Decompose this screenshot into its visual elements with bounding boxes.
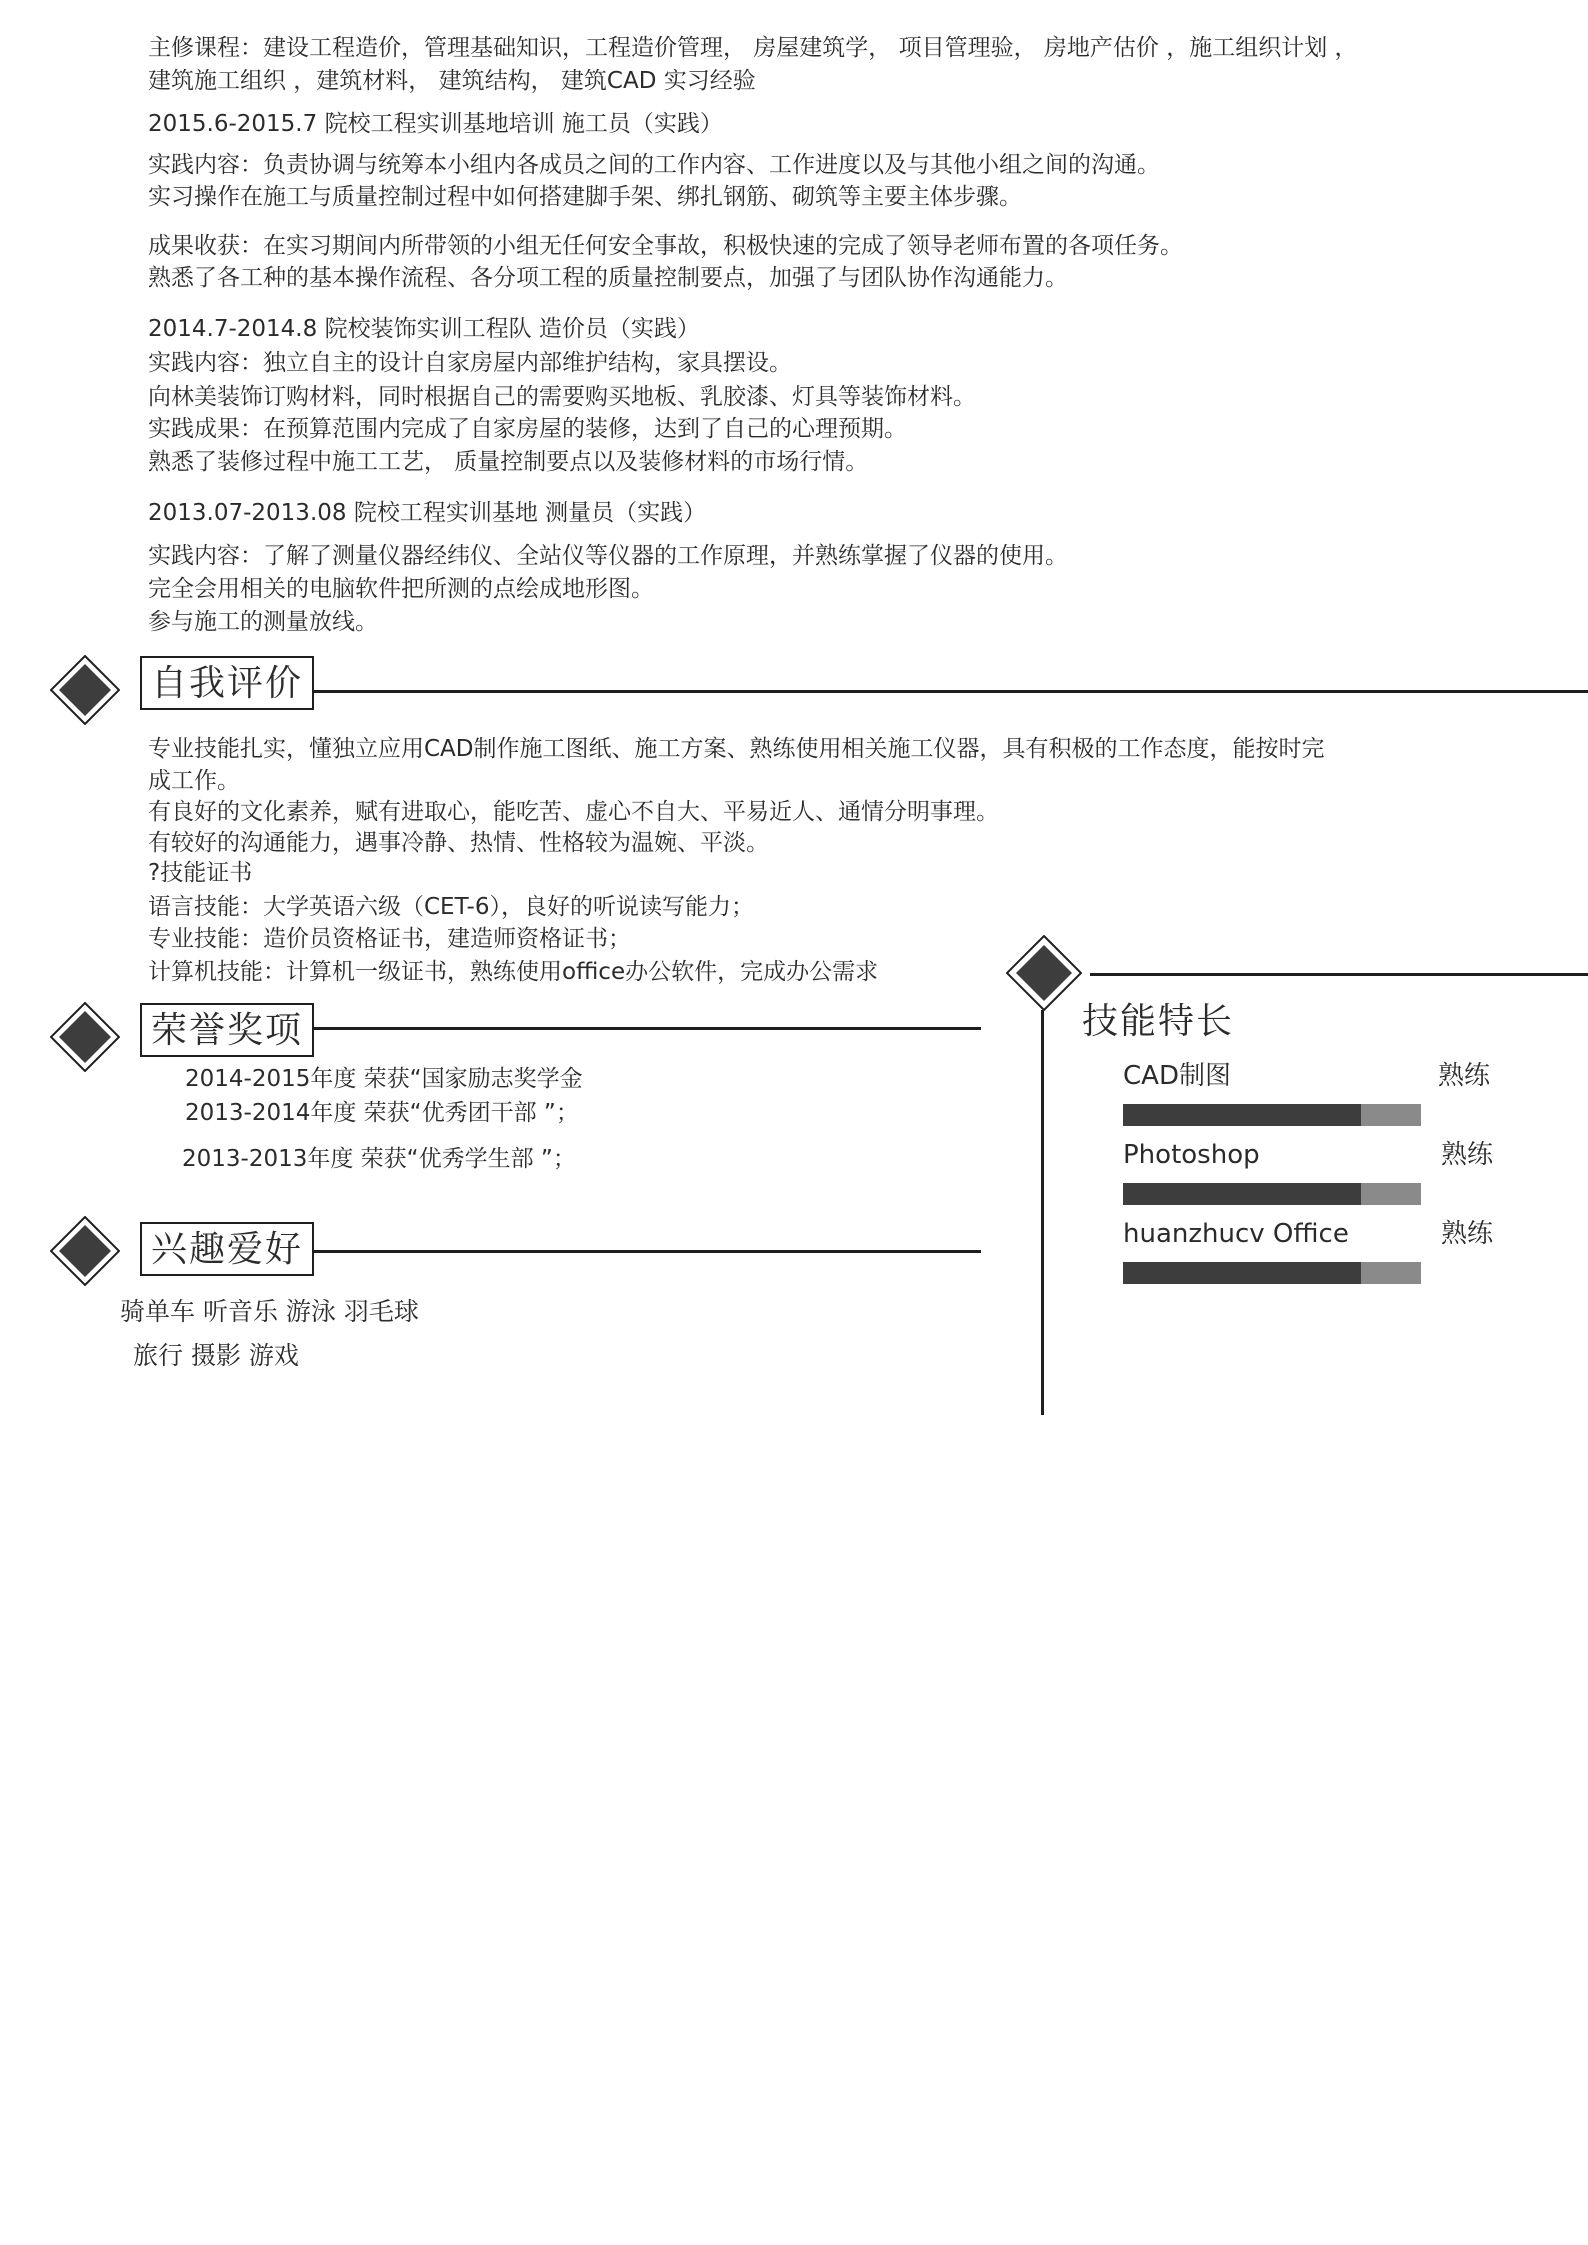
- experience-line: 熟悉了各工种的基本操作流程、各分项工程的质量控制要点，加强了与团队协作沟通能力。: [148, 265, 1068, 291]
- skill-bar: [1123, 1104, 1421, 1126]
- skill-bar: [1123, 1183, 1421, 1205]
- column-divider: [1041, 1010, 1044, 1415]
- experience-line: 实习操作在施工与质量控制过程中如何搭建脚手架、绑扎钢筋、砌筑等主要主体步骤。: [148, 184, 1022, 210]
- self-eval-line: ?技能证书: [148, 860, 253, 886]
- courses-line-2: 建筑施工组织 ，建筑材料， 建筑结构， 建筑CAD 实习经验: [148, 68, 756, 94]
- diamond-icon: [50, 655, 120, 725]
- skills-title: 技能特长: [1082, 1001, 1235, 1042]
- experience-line: 实践成果：在预算范围内完成了自家房屋的装修，达到了自己的心理预期。: [148, 416, 907, 442]
- experience-heading: 2013.07-2013.08 院校工程实训基地 测量员（实践）: [148, 500, 707, 526]
- hobbies-line: 骑单车 听音乐 游泳 羽毛球: [120, 1297, 419, 1326]
- experience-line: 实践内容：负责协调与统筹本小组内各成员之间的工作内容、工作进度以及与其他小组之间的沟通。: [148, 152, 1160, 178]
- self-eval-line: 有较好的沟通能力，遇事冷静、热情、性格较为温婉、平淡。: [148, 830, 769, 856]
- courses-line-1: 主修课程：建设工程造价，管理基础知识，工程造价管理， 房屋建筑学， 项目管理验， 房地产估价 ，施工组织计划 ，: [148, 35, 1358, 61]
- self-eval-line: 计算机技能：计算机一级证书，熟练使用office办公软件，完成办公需求: [148, 959, 879, 985]
- honor-item: 2014-2015年度 荣获“国家励志奖学金: [185, 1066, 583, 1092]
- honor-item: 2013-2014年度 荣获“优秀团干部 ”；: [185, 1100, 579, 1126]
- skill-level: 熟练: [1438, 1061, 1491, 1091]
- section-divider: [305, 1250, 981, 1253]
- self-eval-line: 专业技能：造价员资格证书，建造师资格证书；: [148, 926, 631, 952]
- section-divider: [305, 1027, 981, 1030]
- skill-bar: [1123, 1262, 1421, 1284]
- self-eval-line: 有良好的文化素养，赋有进取心，能吃苦、虚心不自大、平易近人、通情分明事理。: [148, 799, 999, 825]
- self-eval-line: 成工作。: [148, 768, 240, 794]
- diamond-icon: [1006, 935, 1082, 1011]
- skill-name: CAD制图: [1123, 1061, 1231, 1091]
- section-title-honors: 荣誉奖项: [140, 1003, 314, 1057]
- skills-divider: [1090, 973, 1588, 976]
- skill-name: Photoshop: [1123, 1140, 1260, 1170]
- skill-level: 熟练: [1441, 1219, 1494, 1249]
- section-divider: [305, 690, 1588, 693]
- experience-heading: 2015.6-2015.7 院校工程实训基地培训 施工员（实践）: [148, 111, 723, 137]
- experience-line: 实践内容：独立自主的设计自家房屋内部维护结构，家具摆设。: [148, 350, 792, 376]
- section-title-hobbies: 兴趣爱好: [140, 1222, 314, 1276]
- skill-level: 熟练: [1441, 1140, 1494, 1170]
- skill-name: huanzhucv Office: [1123, 1219, 1349, 1249]
- experience-line: 向林美装饰订购材料，同时根据自己的需要购买地板、乳胶漆、灯具等装饰材料。: [148, 384, 976, 410]
- diamond-icon: [50, 1002, 120, 1072]
- diamond-icon: [50, 1216, 120, 1286]
- experience-line: 完全会用相关的电脑软件把所测的点绘成地形图。: [148, 576, 654, 602]
- hobbies-line: 旅行 摄影 游戏: [133, 1341, 299, 1370]
- experience-line: 熟悉了装修过程中施工工艺， 质量控制要点以及装修材料的市场行情。: [148, 449, 869, 475]
- honor-item: 2013-2013年度 荣获“优秀学生部 ”；: [182, 1146, 576, 1172]
- skill-bar-fill: [1123, 1183, 1361, 1205]
- experience-heading: 2014.7-2014.8 院校装饰实训工程队 造价员（实践）: [148, 316, 700, 342]
- self-eval-line: 专业技能扎实，懂独立应用CAD制作施工图纸、施工方案、熟练使用相关施工仪器，具有积极的工作态度，能按时完: [148, 736, 1325, 762]
- experience-line: 实践内容：了解了测量仪器经纬仪、全站仪等仪器的工作原理，并熟练掌握了仪器的使用。: [148, 543, 1068, 569]
- skill-bar-fill: [1123, 1104, 1361, 1126]
- experience-line: 成果收获：在实习期间内所带领的小组无任何安全事故，积极快速的完成了领导老师布置的各项任务。: [148, 233, 1183, 259]
- section-title-self-eval: 自我评价: [140, 656, 314, 710]
- experience-line: 参与施工的测量放线。: [148, 609, 378, 635]
- skill-bar-fill: [1123, 1262, 1361, 1284]
- self-eval-line: 语言技能：大学英语六级（CET-6），良好的听说读写能力；: [148, 894, 754, 920]
